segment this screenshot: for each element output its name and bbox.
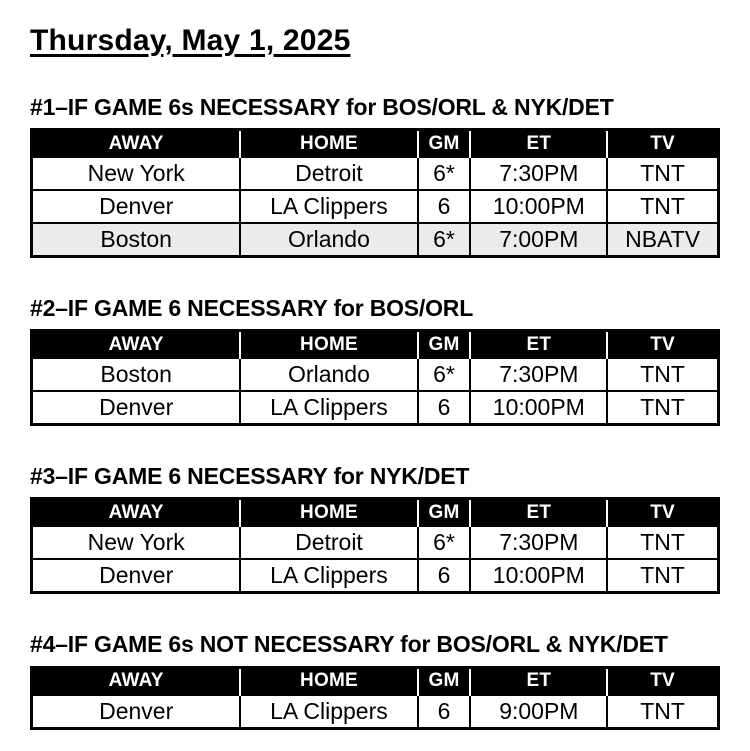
home-cell: LA Clippers <box>240 391 417 425</box>
tv-network-cell: NBATV <box>607 223 718 257</box>
col-header-home: HOME <box>240 331 417 359</box>
section-3 <box>30 463 720 594</box>
tv-network-cell: TNT <box>607 695 718 729</box>
col-header-gm: GM <box>418 331 471 359</box>
table-row <box>32 526 719 559</box>
col-header-gm: GM <box>418 667 471 695</box>
time-cell: 10:00PM <box>470 559 607 593</box>
col-header-tv: TV <box>607 667 718 695</box>
schedule-table-3 <box>30 497 720 594</box>
section-2 <box>30 295 720 426</box>
home-cell: LA Clippers <box>240 695 417 729</box>
game-number-cell: 6 <box>418 695 471 729</box>
table-row <box>32 190 719 223</box>
table-header-row <box>32 130 719 158</box>
away-cell: New York <box>32 526 241 559</box>
time-cell: 9:00PM <box>470 695 607 729</box>
col-header-away: AWAY <box>32 499 241 527</box>
table-row <box>32 157 719 190</box>
table-header-row <box>32 667 719 695</box>
col-header-et: ET <box>470 331 607 359</box>
tv-network-cell: TNT <box>607 190 718 223</box>
table-row <box>32 695 719 729</box>
away-cell: Denver <box>32 695 241 729</box>
home-cell: Detroit <box>240 157 417 190</box>
game-number-cell: 6* <box>418 157 471 190</box>
time-cell: 7:30PM <box>470 526 607 559</box>
section-1 <box>30 94 720 258</box>
table-row <box>32 358 719 391</box>
col-header-tv: TV <box>607 331 718 359</box>
section-1-heading: #1–IF GAME 6s NECESSARY for BOS/ORL & NYK/DET <box>30 94 614 120</box>
col-header-away: AWAY <box>32 667 241 695</box>
col-header-home: HOME <box>240 499 417 527</box>
col-header-gm: GM <box>418 130 471 158</box>
col-header-away: AWAY <box>32 130 241 158</box>
home-cell: Orlando <box>240 223 417 257</box>
schedule-table-4 <box>30 666 720 730</box>
tv-network-cell: TNT <box>607 358 718 391</box>
home-cell: Orlando <box>240 358 417 391</box>
col-header-et: ET <box>470 667 607 695</box>
page-title: Thursday, May 1, 2025 <box>30 24 351 57</box>
time-cell: 10:00PM <box>470 391 607 425</box>
away-cell: Denver <box>32 559 241 593</box>
col-header-home: HOME <box>240 130 417 158</box>
time-cell: 7:00PM <box>470 223 607 257</box>
col-header-tv: TV <box>607 499 718 527</box>
schedule-table-1 <box>30 128 720 258</box>
tv-network-cell: TNT <box>607 157 718 190</box>
away-cell: Boston <box>32 223 241 257</box>
game-number-cell: 6 <box>418 391 471 425</box>
section-4-heading: #4–IF GAME 6s NOT NECESSARY for BOS/ORL & NYK/DET <box>30 631 668 658</box>
schedule-table-2 <box>30 329 720 426</box>
table-row <box>32 391 719 425</box>
col-header-tv: TV <box>607 130 718 158</box>
col-header-et: ET <box>470 130 607 158</box>
game-number-cell: 6 <box>418 559 471 593</box>
col-header-away: AWAY <box>32 331 241 359</box>
away-cell: Denver <box>32 190 241 223</box>
section-4 <box>30 631 720 729</box>
tv-network-cell: TNT <box>607 391 718 425</box>
time-cell: 10:00PM <box>470 190 607 223</box>
table-header-row <box>32 331 719 359</box>
away-cell: New York <box>32 157 241 190</box>
home-cell: Detroit <box>240 526 417 559</box>
time-cell: 7:30PM <box>470 358 607 391</box>
tv-network-cell: TNT <box>607 526 718 559</box>
home-cell: LA Clippers <box>240 190 417 223</box>
home-cell: LA Clippers <box>240 559 417 593</box>
tv-network-cell: TNT <box>607 559 718 593</box>
game-number-cell: 6 <box>418 190 471 223</box>
game-number-cell: 6* <box>418 358 471 391</box>
col-header-home: HOME <box>240 667 417 695</box>
away-cell: Denver <box>32 391 241 425</box>
table-row <box>32 223 719 257</box>
col-header-et: ET <box>470 499 607 527</box>
game-number-cell: 6* <box>418 526 471 559</box>
table-header-row <box>32 499 719 527</box>
away-cell: Boston <box>32 358 241 391</box>
time-cell: 7:30PM <box>470 157 607 190</box>
section-2-heading: #2–IF GAME 6 NECESSARY for BOS/ORL <box>30 295 474 322</box>
game-number-cell: 6* <box>418 223 471 257</box>
table-row <box>32 559 719 593</box>
col-header-gm: GM <box>418 499 471 527</box>
section-3-heading: #3–IF GAME 6 NECESSARY for NYK/DET <box>30 463 470 490</box>
